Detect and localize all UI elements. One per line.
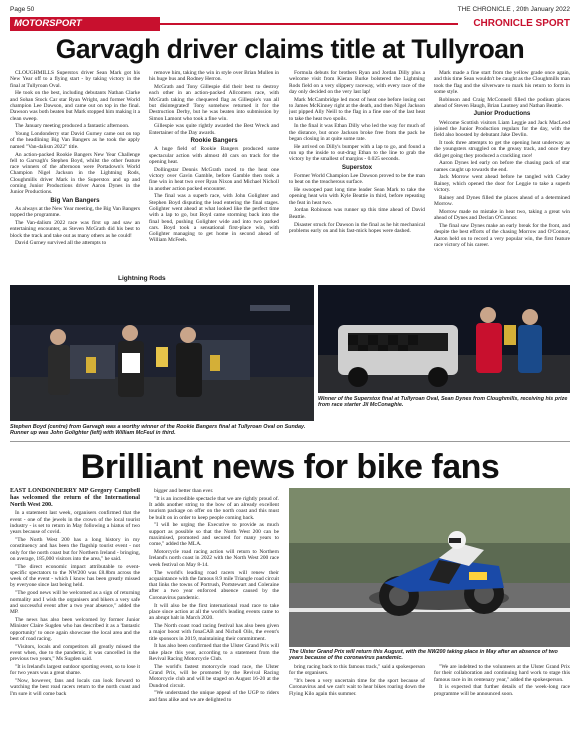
paragraph: Gillespie was quite rightly awarded the Best Wreck and Entertainer of the Day awards. — [149, 123, 279, 136]
paragraph: Former World Champion Lee Dawson proved to be the man to beat on the treacherous surface. — [289, 172, 425, 186]
paragraph: David Gurney survived all the attempts to — [15, 240, 107, 247]
story1-column-2 — [149, 70, 279, 273]
story1-col4-paras — [434, 70, 570, 109]
paragraph: Mark made a fine start from the yellow grade once again, and this time Sean wouldn't be caught as the Cloughmills man took the flag and the silverware to mark his return to form in some style. — [434, 70, 570, 95]
story1-column-1 — [10, 70, 140, 273]
paragraph: A huge field of Rookie Bangers produced some spectacular action with almost 40 cars on track for the opening heat. — [149, 146, 279, 165]
paragraph: Motorcycle road racing action will return to Northern Ireland's north coast in 2022 with the North West 200 race week festival on May 8-14. — [149, 549, 279, 568]
story1-column-4 — [434, 70, 570, 280]
paragraph: It took three attempts to get the opening heat underway as the youngsters struggled on the greasy track, and once they did get going they produced a crackling race! — [434, 139, 570, 159]
story1-headline: Garvagh driver claims title at Tullyroan — [55, 34, 525, 64]
paragraph: The North coast road racing festival has also been given a major boost with fonaCAB and Nicholl Oils, the event's title sponsors in 2019, maintaining their commitment. — [149, 622, 279, 642]
paragraph: He arrived on Dilly's bumper with a lap to go, and found a run up the inside to out-drag Ethan to the line to grab the victory by the smallest of margins - 0.025 seconds. — [289, 143, 425, 163]
subhead-superstox: Superstox — [341, 163, 373, 171]
paragraph: Jack Morrow went ahead before he tangled with Cadey Rainey, which opened the door for Leggie to take a superb victory. — [434, 174, 570, 194]
paragraph: Welcome Scottish visitors Liam Leggie and Jack MacLeod joined the Junior Production regulars for the day, with the field also boosted by debutant Jake Devlin. — [434, 119, 570, 139]
subhead-rookie-bangers: Rookie Bangers — [190, 136, 238, 144]
paragraph: "It is an incredible spectacle that we are rightly proud of. It adds another string to the bow of an already excellent tourism package on offer on the north coast and this must be built on in order to keep people coming back. — [149, 495, 279, 521]
story1-col1b-paras — [10, 206, 140, 247]
superstox-winner-photo — [318, 285, 570, 393]
lightning-rods-label: Lightning Rods — [118, 275, 166, 282]
paragraph: McGrath and Tony Gillespie did their best to destroy each other in an action-packed Allcomers race, with McGrath taking the chequered flag as Gillespie's van all but disintegrated! Tony somehow returned it for the Destruction Derby, but he was beaten into submission by Simon Lamont who took a fine win. — [149, 84, 279, 122]
paragraph: Mark McCambridge led most of heat one before losing out to James McKinney right at the death, and then Nigel Jackson just pipped Ally Neill to the flag in a fine one of the last heat to take the heat two spoils. — [289, 96, 425, 122]
section-rule — [160, 23, 458, 25]
paragraph: The January meeting produced a fantastic afternoon. — [15, 123, 130, 130]
paragraph: "Now, however, fans and locals can look forward to watching the best road racers return to the north coast and I'm sure it will come back — [10, 678, 140, 697]
paragraph: bring racing back to this famous track," said a spokesperson for the organisers. — [289, 664, 425, 677]
paragraph: Aaron Dynes led early on before the chasing pack of star names caught up towards the end. — [434, 160, 570, 173]
caption-motorcycle: The Ulster Grand Prix will return this August, with the NW200 taking place in May after an absence of two years because of the coronavirus pandemic. — [289, 649, 558, 662]
page-folio — [10, 6, 570, 16]
paragraph: bigger and better than ever. — [154, 488, 214, 494]
story-divider — [10, 441, 570, 442]
paragraph: remove him, taking the win in style over Brian Mullen in his huge bus and Rodney Herron. — [149, 70, 279, 83]
section-label: MOTORSPORT — [10, 17, 160, 31]
paragraph: It has also been confirmed that the Ulster Grand Prix will take place this year, according to a statement from the Revival Racing Motorcycle Club. — [149, 643, 279, 662]
section-band — [10, 17, 570, 31]
paragraph: Dollingstar Dennis McGrath raced to the heat one victory over Gavin Gamble, before Gamble then took a fine win in heat two over Ryan Nixon and Michael Nicholl in another action packed encounter. — [149, 166, 279, 192]
caption-superstox: Winner of the Superstox final at Tullyroan Oval, Sean Dynes from Cloughmills, receiving his prize from race starter Jil McConaghie. — [318, 396, 568, 409]
paragraph: EAST LONDONDERRY MP Gregory Campbell has welcomed the return of the International North West 200. — [10, 488, 140, 508]
paragraph: Rainey and Dynes filled the places ahead of a determined Morrow. — [434, 194, 570, 208]
paragraph: "It is Ireland's largest outdoor sporting event, so to lose it for two years was a great shame. — [10, 664, 140, 677]
paragraph: Jordan Robinson was runner up this time ahead of David Beattie. — [289, 207, 425, 220]
motorcycle-racing-photo — [289, 488, 570, 647]
story2-col2-paras — [149, 488, 279, 703]
paragraph: Young Londonderry star David Gurney came out on top of the headlining Big Van Bangers as he took the apply named "Van-dalism 2022" title. — [10, 131, 140, 150]
paragraph: Formula debuts for brothers Ryan and Jordan Dilly plus a welcome visit from Kieran Burke bolstered the Lightning Rods field on a very slippery raceway, with every race of the day only decided on the very last lap! — [289, 70, 425, 95]
story1-col3-paras — [289, 70, 425, 163]
paragraph: It will also be the first international road race to take place since action at all the world's leading events came to an abrupt halt in March 2020. — [149, 602, 279, 622]
story1-col3b-paras — [289, 173, 425, 234]
story2-col4-paras — [434, 664, 570, 697]
paragraph: "Visitors, locals and competitors all greatly missed the event when, due to the pandemic, it was cancelled in the previous two years," Ms Sugden said. — [10, 643, 140, 663]
paragraph: The world's fastest motorcycle road race, the Ulster Grand Prix, will be promoted by the Revival Racing Motorcycle club and will be staged on August 16-20 at the Dundrod circuit. — [149, 663, 279, 689]
paragraph: In the final it was Ethan Dilly who led the way for much of the distance, but once Jackson broke free from the pack he began closing in at quite some rate. — [289, 123, 425, 142]
paragraph: Morrow made no mistake in heat two, taking a great win ahead of Dynes and Declan O'Connor. — [434, 208, 570, 222]
brand-label: CHRONICLE SPORT — [473, 18, 570, 29]
paragraph: "We are indebted to the volunteers at the Ulster Grand Prix for their collaboration and continuing hard work to stage this famous race in its centenary year," added the spokesperson. — [434, 664, 570, 683]
paragraph: The Van-dalism 2022 race was first up and saw an entertaining encounter, as Steven McGrath did his best to block the track and take out as many others as he could! — [10, 220, 140, 239]
issue-date: THE CHRONICLE , 20th January 2022 — [457, 6, 570, 13]
subhead-big-van-bangers: Big Van Bangers — [50, 196, 100, 204]
paragraph: He took on the best, including debutants Nathan Clarke and Sohan Stock Car star Ryan Wright, and former World champion Lee Dawson, and came out on top in the final. Dawson was both beaten but Mark stopped him making it a clean sweep. — [10, 90, 140, 122]
paragraph: An action-packed Rookie Bangers New Year Challenge fell to Garvagh's Stephen Boyd, whilst the other feature race winners of the afternoon were Portadown's World Champion Nigel Jackson in the Lightning Rods, Cloughmills driver Mark in the Superstox and up and coming Junior Productions driver Aaron Dynes in the Junior Productions. — [10, 151, 140, 196]
paragraph: The world's leading road racers will renew their acquaintance with the famous 8.9 mile Triangle road circuit that links the towns of Portrush, Portstewart and Coleraine after a two year enforced absence caused by the Coronavirus pandemic. — [149, 569, 279, 601]
story1-col1-paras — [10, 70, 140, 196]
rookie-bangers-podium-photo — [10, 285, 314, 421]
paragraph: Disaster struck for Dawson in the final as he hit mechanical problems early on and his fast-mick hopes were dashed. — [289, 221, 425, 234]
story2-col3-paras — [289, 664, 425, 697]
paragraph: In a statement last week, organisers confirmed that the event - one of the jewels in the crown of the local tourist industry - is set to return in May following a hiatus of two years because of covid. — [10, 510, 140, 536]
story1-column-3 — [289, 70, 425, 273]
paragraph: The final saw Dynes make an early break for the front, and despite the best efforts of the chasing Morrow and O'Connor, Aaron held on to record a very popular win, the first feature race victory of his career. — [434, 223, 570, 248]
subhead-junior-productions: Junior Productions — [473, 110, 531, 118]
story1-col4b-paras — [434, 120, 570, 249]
story2-headline: Brilliant news for bike fans — [80, 448, 500, 486]
paragraph: Robinson and Craig McConnell filled the podium places ahead of Steven Haugh, Brian Lautney and Nathan Beattie. — [434, 96, 570, 109]
story2-column-1 — [10, 488, 140, 730]
paragraph: "I will be urging the Executive to provide as much support as possible so that the North West 200 can be maximised, promoted and secured for many years to come," added the MLA. — [149, 522, 279, 548]
paragraph: The news has also been welcomed by former Junior Minister Claire Sugden who has described it as a 'fantastic opportunity' to once again showcase the local area and the best of road racing. — [10, 616, 140, 642]
paragraph: "We understand the unique appeal of the UGP to riders and fans alike and we are delighted to — [149, 690, 279, 703]
paragraph: "The good news will be welcomed as a sign of returning normality and I wish the organisers and bikers a very safe and successful event after a two year absence," added the MP. — [10, 590, 140, 616]
story1-col2-paras — [149, 70, 279, 136]
story2-column-3 — [289, 664, 425, 730]
paragraph: CLOUGHMILLS Superstox driver Sean Mark got his New Year off to a flying start - by taking victory in the final at Tullyroan Oval. — [10, 70, 140, 89]
paragraph: It is expected that further details of the week-long race programme will be announced soon. — [434, 684, 570, 697]
paragraph: "The North West 200 has a long history in my constituency and has been the flagship tourist event - not only for the north coast but for Northern Ireland - bringing, on average, 185,000 visitors into the area," he said. — [10, 536, 140, 562]
paragraph: "It's been a very uncertain time for the sport because of Coronavirus and we can't wait to hear bikes roaring down the Flying Kilo again this summer. — [289, 678, 425, 697]
story2-col1-paras — [10, 488, 140, 697]
caption-rookie-bangers: Stephen Boyd (centre) from Garvagh was a worthy winner of the Rookie Bangers final at Tullyroan Oval on Sunday. Runner up was John Golighter (left) with William McFeul in third. — [10, 424, 306, 437]
paragraph: As always at the New Year meeting, the Big Van Bangers topped the programme. — [10, 205, 140, 219]
page-number: Page 50 — [10, 6, 35, 13]
story1-col2b-paras — [149, 146, 279, 243]
paragraph: The final was a superb race, with John Golighter and Stephen Boyd disputing the lead entering the final stages. Golighter went ahead at what looked like the perfect time with a lap to go, but Boyd came storming back into the final bend, pushing Golighter wide and into two parked cars. Boyd took a sensational first-place win, with Golighter managing to get home in second ahead of William McFeeh. — [149, 193, 279, 244]
paragraph: "The direct economic impact attributable to event-specific spectators to the NW200 was £8.8bm across the week of the event - which I know has been greatly missed by everyone since last being held. — [10, 563, 140, 589]
story2-column-2 — [149, 488, 279, 730]
paragraph: He swooped past long time leader Sean Mark to take the opening heat win with Kyle Beattie in third, before repeating the feat in heat two. — [289, 187, 425, 206]
story2-column-4 — [434, 664, 570, 730]
